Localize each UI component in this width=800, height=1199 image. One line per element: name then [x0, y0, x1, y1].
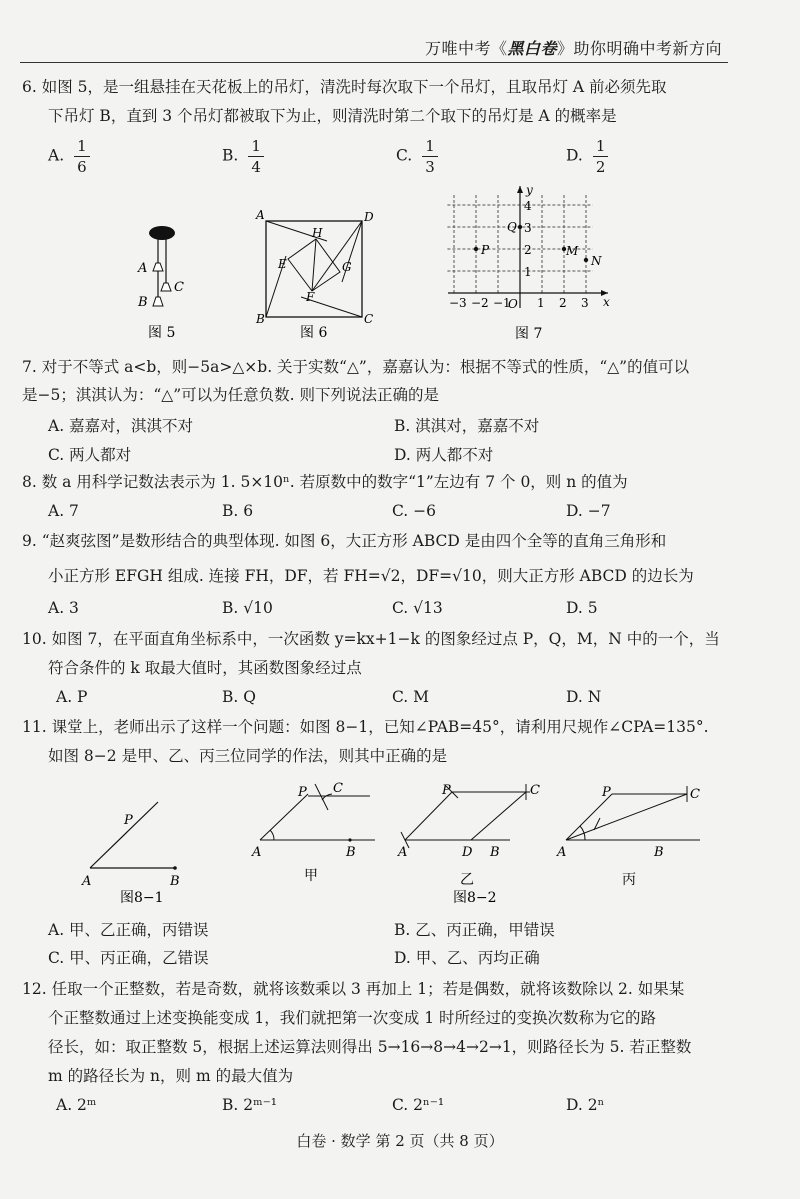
lamp-b	[153, 297, 163, 306]
y-tick-label: 3	[524, 221, 532, 235]
q12-line2: 个正整数通过上述变换能变成 1，我们就把第一次变成 1 时所经过的变换次数称为它的路	[48, 1009, 657, 1027]
q6-option-d: D. $\frac{1}{2}$	[566, 136, 608, 177]
svg-text:C: C	[364, 312, 374, 326]
svg-text:A: A	[256, 208, 265, 222]
q9-line2: 小正方形 EFGH 组成. 连接 FH，DF，若 FH=√2，DF=√10，则大正方形 ABCD 的边长为	[48, 567, 694, 585]
svg-text:E: E	[278, 257, 287, 271]
header-prefix: 万唯中考《	[424, 39, 508, 58]
q9-line1: 9. “赵爽弦图”是数形结合的典型体现. 如图 6，大正方形 ABCD 是由四个全等的直角三角形和	[22, 532, 667, 550]
lamp-c	[161, 283, 171, 291]
svg-text:D: D	[364, 210, 374, 224]
svg-text:y: y	[526, 183, 533, 197]
q10-option-b: B. Q	[222, 688, 256, 706]
q11-option-c: C. 甲、丙正确，乙错误	[48, 949, 209, 967]
x-tick-label: 1	[537, 296, 545, 310]
figure-yi-label: 乙	[460, 872, 474, 888]
svg-text:P: P	[442, 783, 451, 798]
q11-line2: 如图 8−2 是甲、乙、丙三位同学的作法，则其中正确的是	[48, 747, 448, 765]
svg-text:A: A	[138, 261, 148, 276]
page-header	[425, 36, 722, 59]
q10-line1: 10. 如图 7，在平面直角坐标系中，一次函数 y=kx+1−k 的图象经过点 P，Q，M，N 中的一个，当	[22, 630, 720, 648]
svg-text:B: B	[256, 312, 265, 326]
page-footer: 白卷 · 数学 第 2 页（共 8 页）	[296, 1132, 504, 1150]
q10-option-c: C. M	[392, 688, 430, 706]
q7-option-d: D. 两人都不对	[394, 446, 494, 464]
point-p	[474, 247, 478, 251]
figure-6-caption: 图 6	[300, 325, 328, 341]
q7-option-a: A. 嘉嘉对，淇淇不对	[48, 417, 194, 435]
point-n	[584, 258, 588, 262]
q7-option-c: C. 两人都对	[48, 446, 132, 464]
point-label-p: P	[481, 243, 490, 257]
svg-text:B: B	[490, 845, 500, 860]
q9-option-b: B. √10	[222, 599, 273, 617]
svg-text:F: F	[306, 290, 315, 304]
figure-5	[120, 205, 220, 345]
svg-text:O: O	[508, 297, 518, 311]
q6-option-a: A. $\frac{1}{6}$	[48, 136, 90, 177]
q8-option-d: D. −7	[566, 502, 611, 520]
q11-option-b: B. 乙、丙正确，甲错误	[394, 921, 555, 939]
point-label-q: Q	[507, 220, 517, 234]
q12-option-d: D. 2ⁿ	[566, 1096, 605, 1114]
svg-text:P: P	[298, 785, 307, 800]
svg-text:D: D	[462, 845, 473, 860]
q12-line3: 径长，如：取正整数 5，根据上述运算法则得出 5→16→8→4→2→1，则路径长为 5. 若正整数	[48, 1038, 692, 1056]
svg-text:C: C	[530, 783, 540, 798]
figure-8-1-caption: 图8−1	[120, 890, 164, 906]
figure-8-2-caption: 图8−2	[453, 890, 497, 906]
figure-6	[250, 205, 380, 345]
q12-line1: 12. 任取一个正整数，若是奇数，就将该数乘以 3 再加上 1；若是偶数，就将该数除以 2. 如果某	[22, 980, 685, 998]
x-tick-label: 2	[559, 296, 567, 310]
q10-option-a: A. P	[56, 688, 88, 706]
svg-text:B: B	[170, 874, 180, 889]
q11-option-d: D. 甲、乙、丙均正确	[394, 949, 540, 967]
figure-8	[60, 772, 740, 912]
svg-text:A: A	[82, 874, 92, 889]
header-brand: 黑白卷	[507, 39, 557, 58]
svg-text:B: B	[346, 845, 356, 860]
svg-text:C: C	[333, 781, 343, 796]
q12-line4: m 的路径长为 n，则 m 的最大值为	[48, 1067, 294, 1085]
q6-line2: 下吊灯 B，直到 3 个吊灯都被取下为止，则清洗时第二个取下的吊灯是 A 的概率是	[48, 107, 617, 125]
q8-option-b: B. 6	[222, 502, 254, 520]
figure-5-caption: 图 5	[148, 325, 176, 341]
svg-text:C: C	[174, 280, 184, 295]
svg-text:B: B	[654, 845, 664, 860]
q10-line2: 符合条件的 k 取最大值时，其函数图象经过点	[48, 659, 362, 677]
svg-text:A: A	[252, 845, 262, 860]
figure-bing-label: 丙	[622, 872, 636, 888]
q7-line2: 是−5；淇淇认为：“△”可以为任意负数. 则下列说法正确的是	[22, 386, 439, 404]
y-tick-label: 2	[524, 243, 532, 257]
y-tick-label: 1	[524, 265, 532, 279]
ceiling-mount	[149, 226, 175, 240]
x-tick-label: −1	[493, 296, 511, 310]
q8-line1: 8. 数 a 用科学记数法表示为 1. 5×10ⁿ. 若原数中的数字“1”左边有 7 个 0，则 n 的值为	[22, 473, 628, 491]
q7-line1: 7. 对于不等式 a<b，则−5a>△×b. 关于实数“△”，嘉嘉认为：根据不等式的性质，“△”的值可以	[22, 358, 690, 376]
q7-option-b: B. 淇淇对，嘉嘉不对	[394, 417, 540, 435]
q12-option-c: C. 2ⁿ⁻¹	[392, 1096, 445, 1114]
q11-option-a: A. 甲、乙正确，丙错误	[48, 921, 209, 939]
q6-line1: 6. 如图 5，是一组悬挂在天花板上的吊灯，清洗时每次取下一个吊灯，且取吊灯 A 前必须先取	[22, 78, 667, 96]
q11-line1: 11. 课堂上，老师出示了这样一个问题：如图 8−1，已知∠PAB=45°，请利用尺规作∠CPA=135°.	[22, 718, 709, 736]
svg-text:A: A	[398, 845, 408, 860]
point-q	[518, 225, 522, 229]
svg-text:H: H	[312, 226, 323, 240]
svg-text:x: x	[603, 295, 610, 309]
point-label-m: M	[566, 244, 579, 258]
q6-option-c: C. $\frac{1}{3}$	[396, 136, 438, 177]
q10-option-d: D. N	[566, 688, 602, 706]
figure-bing	[556, 785, 700, 888]
q8-option-c: C. −6	[392, 502, 437, 520]
svg-text:P: P	[602, 785, 611, 800]
header-suffix: 》助你明确中考新方向	[556, 39, 722, 58]
svg-text:C: C	[690, 787, 700, 802]
figure-7-caption: 图 7	[515, 326, 543, 342]
q12-option-a: A. 2ᵐ	[56, 1096, 97, 1114]
x-tick-label: −2	[471, 296, 489, 310]
q9-option-d: D. 5	[566, 599, 598, 617]
q6-option-b: B. $\frac{1}{4}$	[222, 136, 264, 177]
svg-text:P: P	[124, 813, 133, 828]
figure-jia-label: 甲	[304, 868, 318, 884]
point-label-n: N	[591, 254, 602, 268]
q8-option-a: A. 7	[48, 502, 79, 520]
svg-text:G: G	[342, 260, 352, 274]
header-rule	[20, 62, 728, 63]
q12-option-b: B. 2ᵐ⁻¹	[222, 1096, 278, 1114]
svg-text:A: A	[557, 845, 567, 860]
x-tick-label: 3	[581, 296, 589, 310]
svg-text:B: B	[138, 295, 148, 310]
figure-8-1	[81, 802, 180, 906]
q9-option-a: A. 3	[48, 599, 79, 617]
x-tick-label: −3	[449, 296, 467, 310]
q9-option-c: C. √13	[392, 599, 443, 617]
figure-yi	[397, 783, 540, 906]
figure-7	[440, 180, 620, 345]
lamp-a	[153, 263, 163, 271]
y-tick-label: 4	[524, 199, 532, 213]
figure-jia	[251, 781, 375, 884]
